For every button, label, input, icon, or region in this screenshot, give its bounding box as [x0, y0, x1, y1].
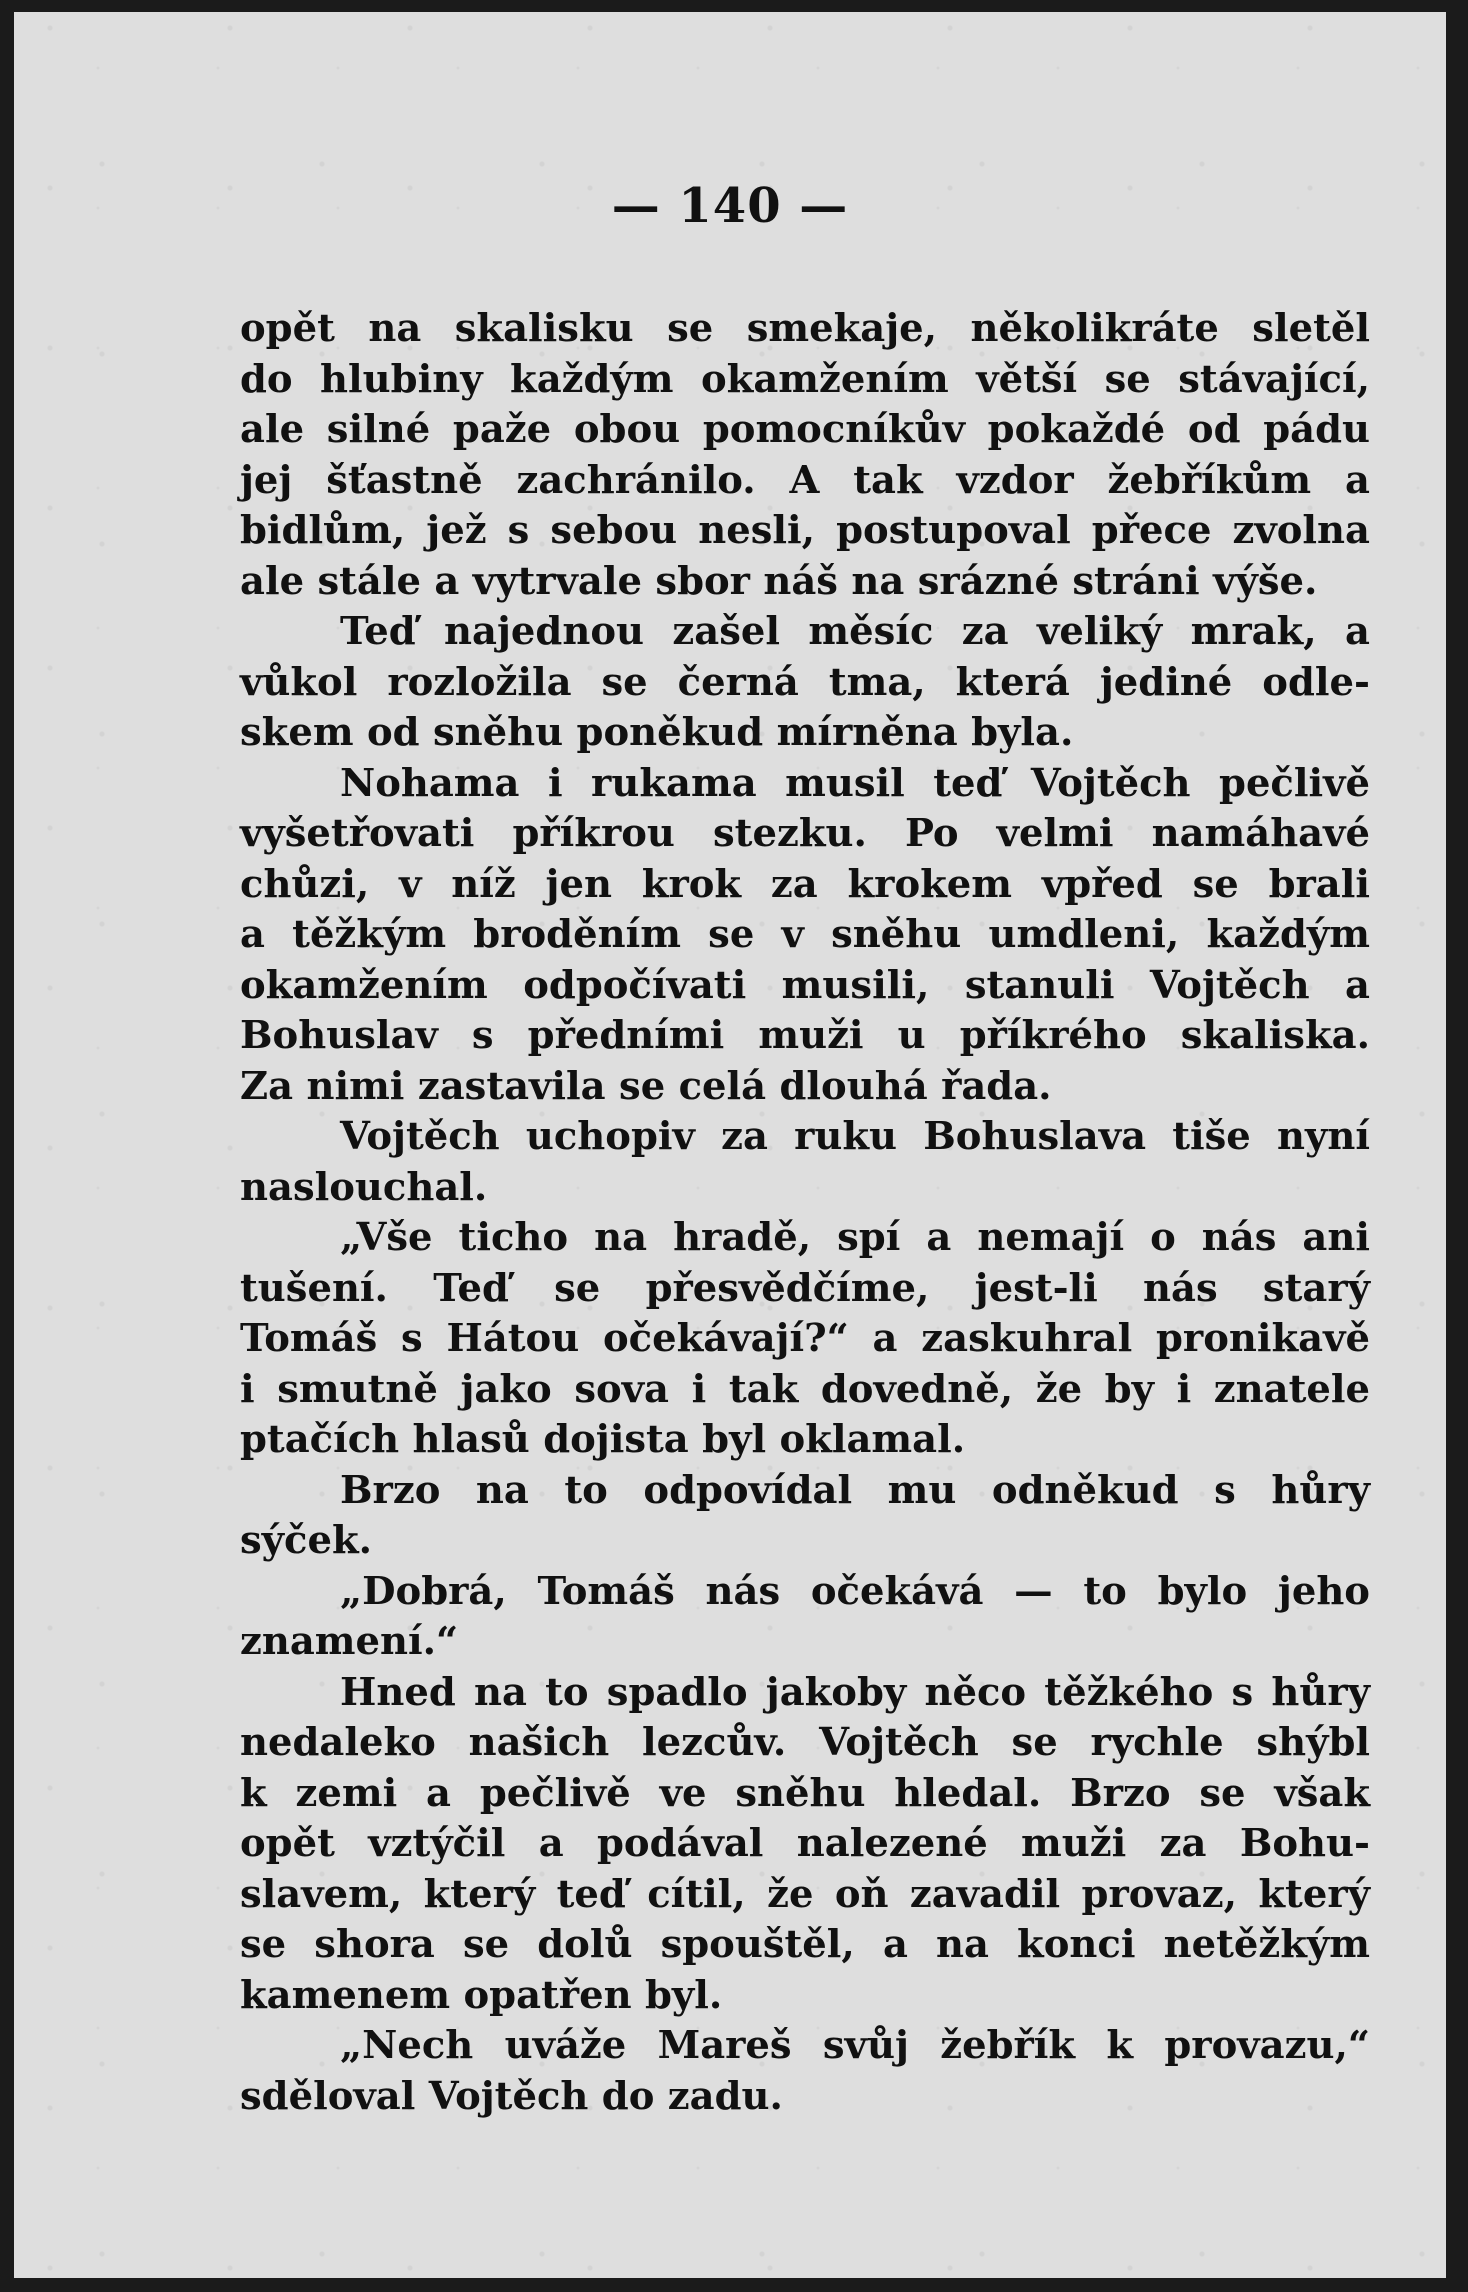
- text-line: naslouchal.: [240, 1164, 488, 1210]
- text-line: Hned na to spadlo jakoby něco těžkého s hůry: [340, 1669, 1370, 1715]
- text-line: opět vztýčil a podával nalezené muži za Bohu-: [240, 1821, 1370, 1866]
- text-line: Za nimi zastavila se celá dlouhá řada.: [240, 1063, 1052, 1109]
- text-line: ptačích hlasů dojista byl oklamal.: [240, 1417, 966, 1462]
- text-line: jej šťastně zachránilo. A tak vzdor žebříkům a: [240, 457, 1370, 503]
- text-line: vůkol rozložila se černá tma, která jediné odle-: [240, 659, 1370, 705]
- body-text: [240, 304, 1370, 2122]
- text-line: tušení. Teď se přesvědčíme, jest-li nás starý: [240, 1265, 1370, 1311]
- text-line: se shora se dolů spouštěl, a na konci netěžkým: [240, 1922, 1370, 1967]
- text-line: znamení.“: [240, 1619, 459, 1664]
- text-line: slavem, který teď cítil, že oň zavadil provaz, který: [240, 1871, 1370, 1917]
- text-line: skem od sněhu poněkud mírněna byla.: [240, 710, 1074, 755]
- text-line: chůzi, v níž jen krok za krokem vpřed se brali: [240, 861, 1370, 907]
- text-line: sýček.: [240, 1518, 373, 1563]
- text-line: bidlům, jež s sebou nesli, postupoval přece zvolna: [240, 508, 1370, 553]
- text-line: okamžením odpočívati musili, stanuli Vojtěch a: [240, 962, 1370, 1008]
- text-line: ale stále a vytrvale sbor náš na srázné stráni výše.: [240, 558, 1318, 604]
- text-line: kamenem opatřen byl.: [240, 1972, 723, 2018]
- text-line: do hlubiny každým okamžením větší se stávající,: [240, 356, 1370, 402]
- text-line: Teď najednou zašel měsíc za veliký mrak, a: [340, 609, 1370, 654]
- text-line: k zemi a pečlivě ve sněhu hledal. Brzo se však: [240, 1770, 1370, 1816]
- page-number: — 140 —: [611, 178, 849, 234]
- text-line: „Nech uváže Mareš svůj žebřík k provazu,“: [340, 2023, 1370, 2068]
- text-line: nedaleko našich lezcův. Vojtěch se rychle shýbl: [240, 1720, 1370, 1765]
- text-line: vyšetřovati příkrou stezku. Po velmi namáhavé: [240, 811, 1370, 856]
- text-line: i smutně jako sova i tak dovedně, že by i znatele: [240, 1366, 1370, 1412]
- text-line: Nohama i rukama musil teď Vojtěch pečlivě: [340, 760, 1370, 806]
- text-line: Tomáš s Hátou očekávají?“ a zaskuhral pronikavě: [240, 1316, 1370, 1361]
- text-line: „Vše ticho na hradě, spí a nemají o nás ani: [340, 1215, 1370, 1260]
- text-line: Bohuslav s předními muži u příkrého skaliska.: [240, 1013, 1370, 1058]
- text-line: Vojtěch uchopiv za ruku Bohuslava tiše nyní: [340, 1114, 1370, 1159]
- text-line: „Dobrá, Tomáš nás očekává — to bylo jeho: [340, 1568, 1370, 1614]
- book-page: [14, 12, 1446, 2278]
- text-line: opět na skalisku se smekaje, několikráte sletěl: [240, 306, 1370, 351]
- text-line: sděloval Vojtěch do zadu.: [240, 2073, 783, 2119]
- text-line: a těžkým broděním se v sněhu umdleni, každým: [240, 912, 1370, 957]
- text-line: Brzo na to odpovídal mu odněkud s hůry: [340, 1467, 1370, 1513]
- text-line: ale silné paže obou pomocníkův pokaždé od pádu: [240, 407, 1370, 452]
